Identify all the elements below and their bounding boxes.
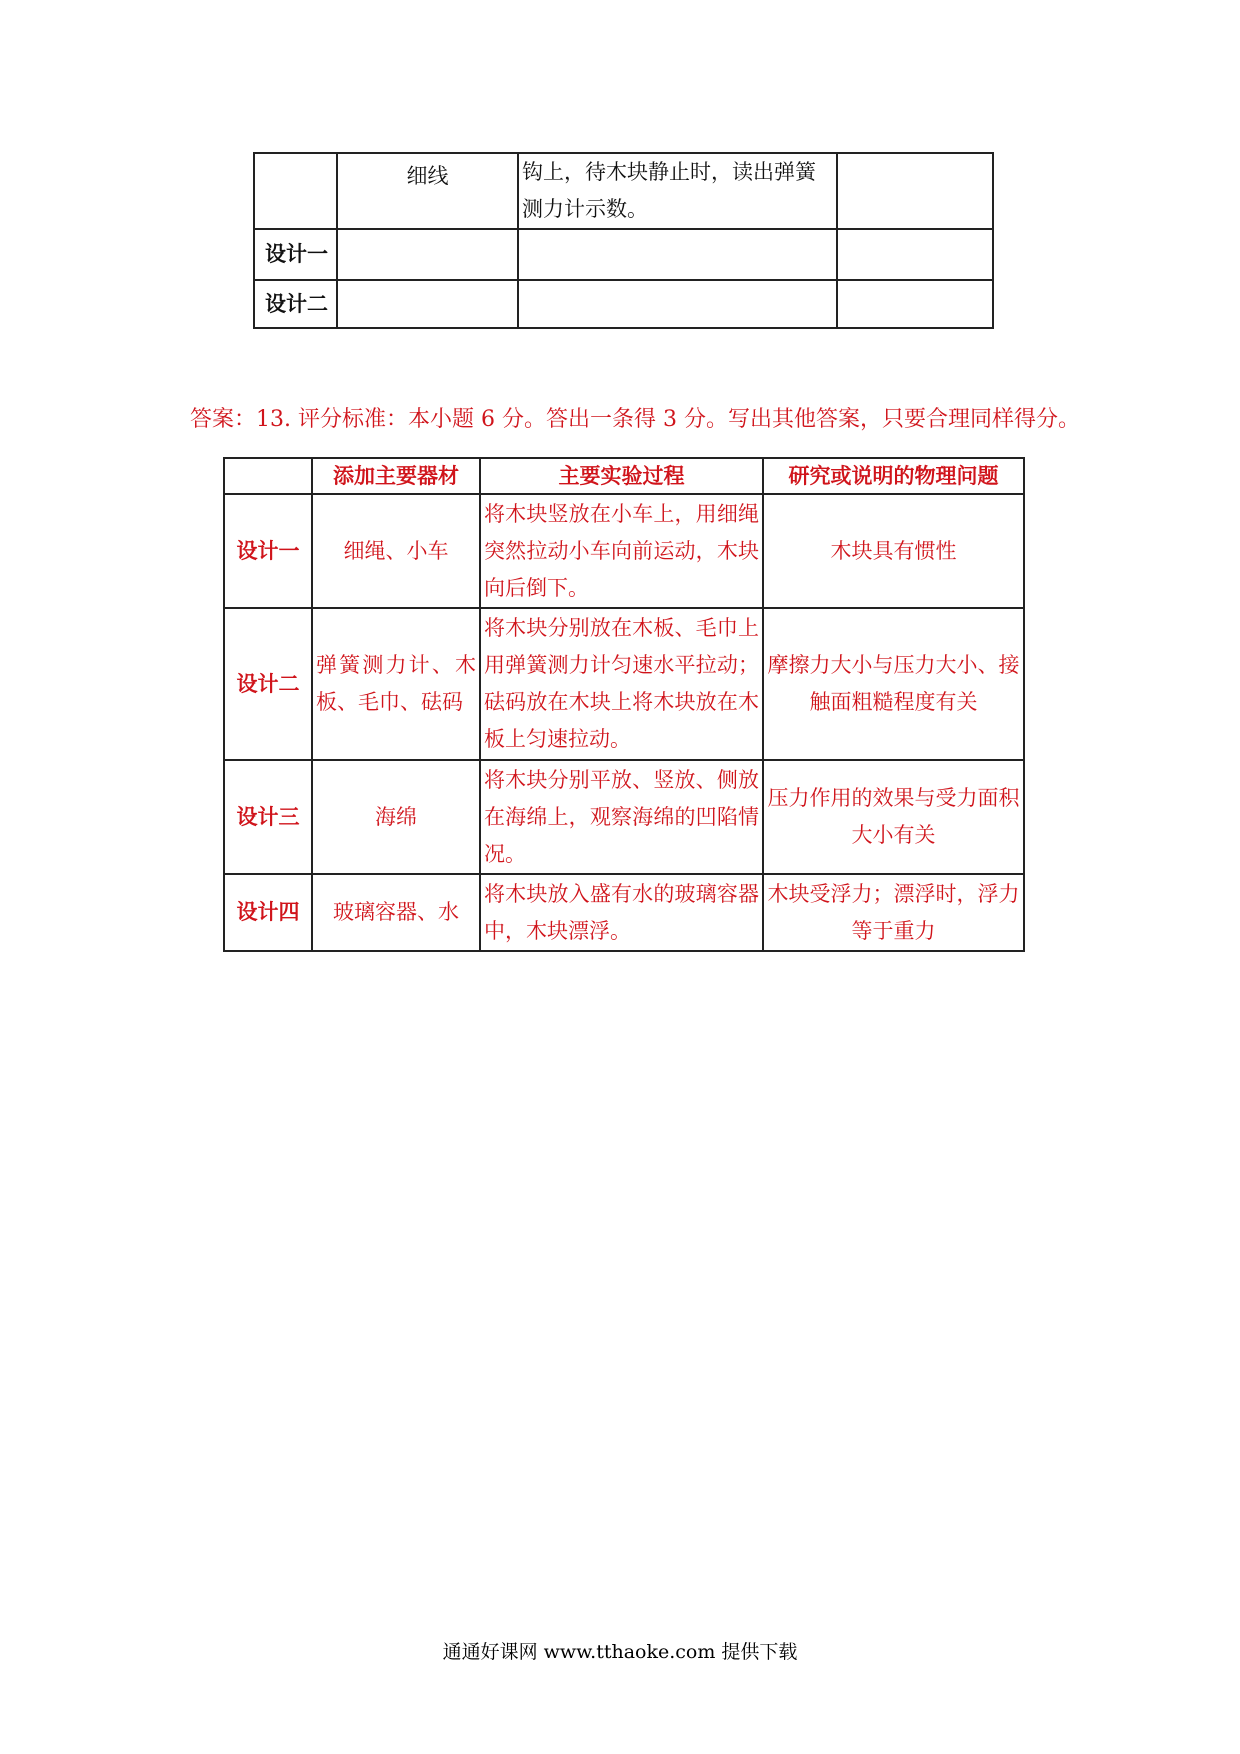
process-cell: 钩上，待木块静止时，读出弹簧测力计示数。 [518,153,837,229]
problem-cell: 摩擦力大小与压力大小、接触面粗糙程度有关 [763,608,1024,760]
problem-cell [837,153,993,229]
row-head [254,153,337,229]
process-cell: 将木块分别放在木板、毛巾上用弹簧测力计匀速水平拉动；砝码放在木块上将木块放在木板上匀速拉动。 [480,608,763,760]
table-row [224,874,1024,951]
header-cell: 主要实验过程 [480,458,763,494]
material-cell: 细线 [337,153,518,229]
answer-table [223,457,1025,952]
header-cell: 添加主要器材 [312,458,480,494]
table-row [254,229,993,280]
question-table [253,152,994,329]
material-cell [337,280,518,328]
row-head: 设计四 [224,874,312,951]
problem-cell [837,280,993,328]
problem-cell: 木块受浮力；漂浮时，浮力等于重力 [763,874,1024,951]
material-cell: 弹簧测力计、木板、毛巾、砝码 [312,608,480,760]
problem-cell: 木块具有惯性 [763,494,1024,608]
material-cell: 细绳、小车 [312,494,480,608]
material-cell [337,229,518,280]
row-head: 设计一 [224,494,312,608]
row-head: 设计二 [254,280,337,328]
row-head: 设计一 [254,229,337,280]
table-row [254,153,993,229]
table-row [224,760,1024,874]
row-head: 设计三 [224,760,312,874]
header-cell: 研究或说明的物理问题 [763,458,1024,494]
process-cell [518,229,837,280]
table-row [224,494,1024,608]
header-cell [224,458,312,494]
process-cell [518,280,837,328]
table-row [254,280,993,328]
process-cell: 将木块放入盛有水的玻璃容器中，木块漂浮。 [480,874,763,951]
problem-cell: 压力作用的效果与受力面积大小有关 [763,760,1024,874]
material-cell: 海绵 [312,760,480,874]
answer-text: 答案：13. 评分标准：本小题 6 分。答出一条得 3 分。写出其他答案，只要合理同样得分。 [190,407,1080,432]
problem-cell [837,229,993,280]
footer-text: 通通好课网 www.tthaoke.com 提供下载 [442,1641,798,1663]
table-row [224,608,1024,760]
process-cell: 将木块分别平放、竖放、侧放在海绵上，观察海绵的凹陷情况。 [480,760,763,874]
table-header-row [224,458,1024,494]
row-head: 设计二 [224,608,312,760]
process-cell: 将木块竖放在小车上，用细绳突然拉动小车向前运动，木块向后倒下。 [480,494,763,608]
material-cell: 玻璃容器、水 [312,874,480,951]
